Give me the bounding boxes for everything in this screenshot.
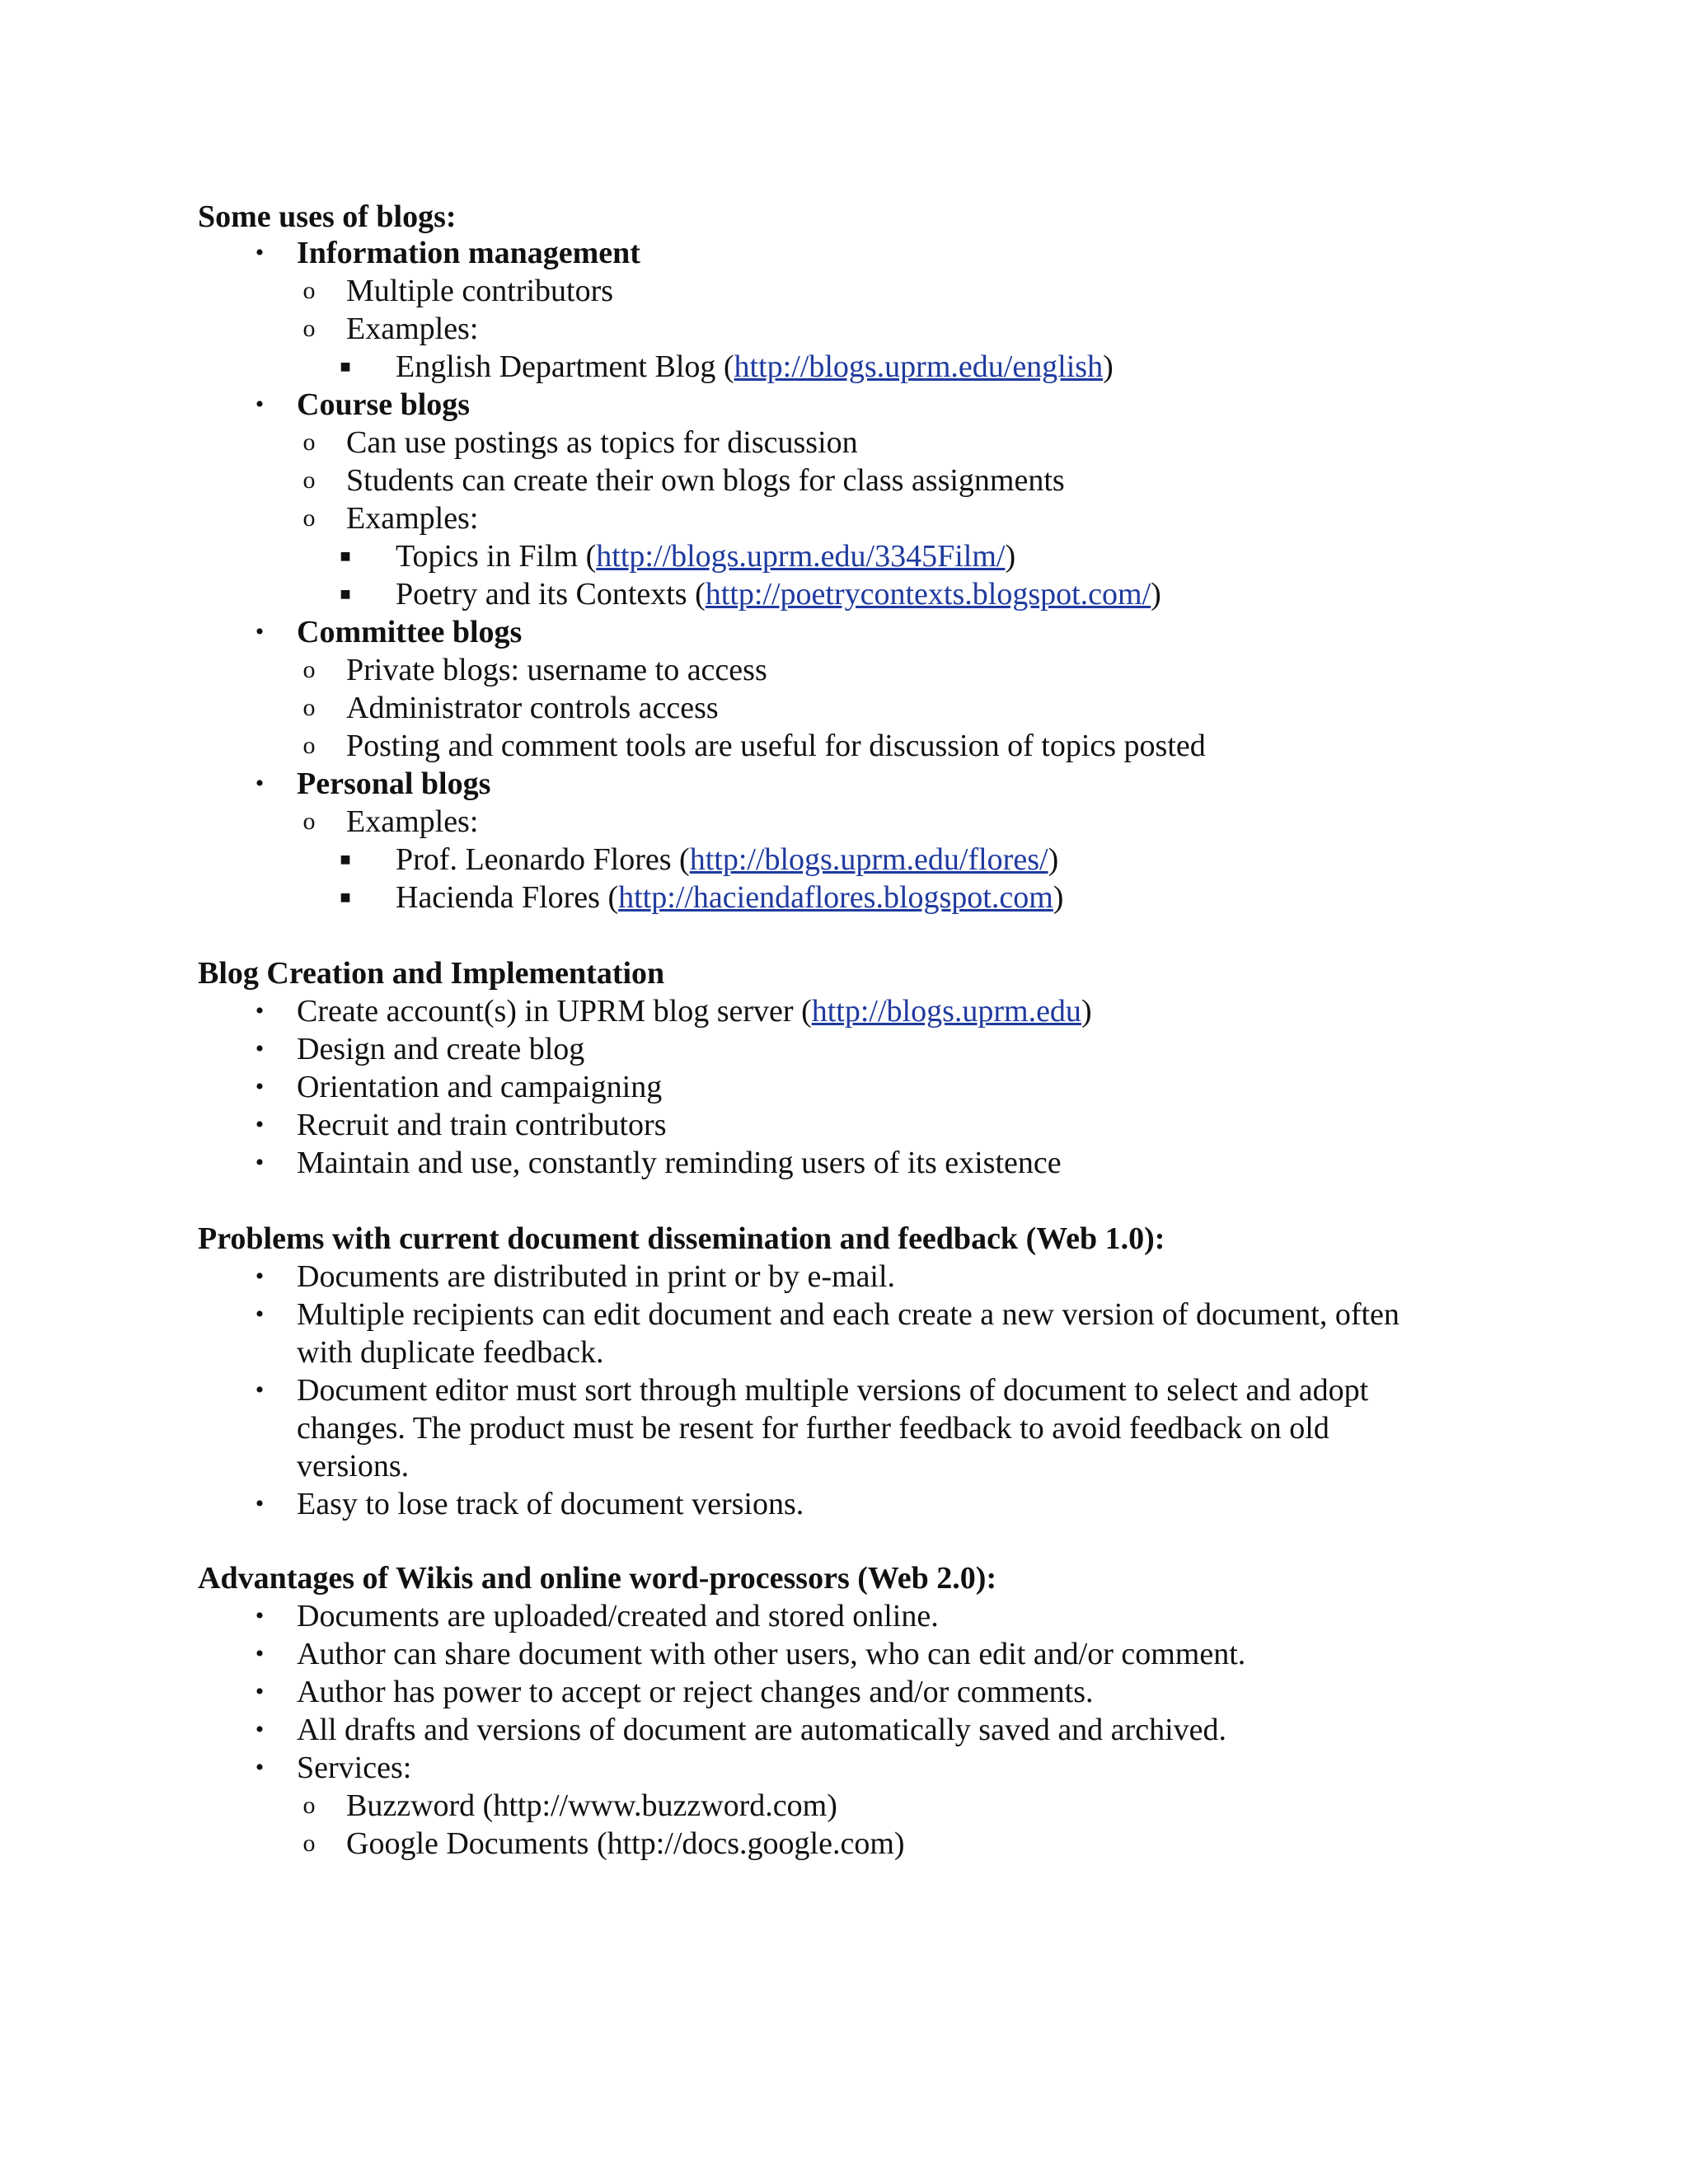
list-item-line: with duplicate feedback. bbox=[297, 1335, 604, 1370]
close-paren: ) bbox=[1048, 842, 1059, 877]
bullet-square-icon: ■ bbox=[340, 887, 351, 907]
item-information-management: Information management bbox=[297, 236, 640, 270]
subitem-text: Can use postings as topics for discussion bbox=[346, 425, 858, 460]
list-item: Author can share document with other users, who can edit and/or comment. bbox=[297, 1637, 1246, 1671]
bullet-disc-icon: • bbox=[255, 618, 265, 645]
subitem-text: Administrator controls access bbox=[346, 691, 719, 725]
bullet-disc-icon: • bbox=[255, 1754, 265, 1781]
list-item: Documents are uploaded/created and stored online. bbox=[297, 1599, 939, 1633]
bullet-disc-icon: • bbox=[255, 239, 265, 266]
link-english-blog[interactable]: http://blogs.uprm.edu/english bbox=[734, 349, 1104, 384]
list-item-line: Document editor must sort through multiple versions of document to select and adopt bbox=[297, 1373, 1369, 1408]
bullet-disc-icon: • bbox=[255, 997, 265, 1024]
bullet-disc-icon: • bbox=[255, 1678, 265, 1705]
list-item-services: Services: bbox=[297, 1750, 412, 1785]
example-label: Hacienda Flores ( bbox=[396, 880, 619, 915]
bullet-disc-icon: • bbox=[255, 1716, 265, 1743]
bullet-circle-icon: o bbox=[302, 808, 316, 835]
example-label: Poetry and its Contexts ( bbox=[396, 577, 706, 612]
list-item: Maintain and use, constantly reminding users of its existence bbox=[297, 1146, 1062, 1180]
bullet-circle-icon: o bbox=[302, 1830, 316, 1857]
heading-uses-of-blogs: Some uses of blogs: bbox=[198, 199, 457, 234]
bullet-circle-icon: o bbox=[302, 315, 316, 342]
service-google-documents: Google Documents (http://docs.google.com) bbox=[346, 1826, 905, 1861]
link-hacienda-blog[interactable]: http://haciendaflores.blogspot.com bbox=[618, 880, 1053, 915]
list-item: Orientation and campaigning bbox=[297, 1070, 663, 1104]
list-item-line: Multiple recipients can edit document and each create a new version of document, often bbox=[297, 1297, 1400, 1332]
item-course-blogs: Course blogs bbox=[297, 387, 471, 422]
close-paren: ) bbox=[1053, 880, 1064, 915]
bullet-disc-icon: • bbox=[255, 1490, 265, 1517]
subitem-text: Multiple contributors bbox=[346, 274, 614, 308]
list-item: Design and create blog bbox=[297, 1032, 585, 1066]
example-hacienda-flores bbox=[396, 879, 1063, 916]
item-create-account bbox=[297, 992, 1092, 1030]
bullet-square-icon: ■ bbox=[340, 546, 351, 566]
list-item: Easy to lose track of document versions. bbox=[297, 1487, 804, 1521]
bullet-circle-icon: o bbox=[302, 694, 316, 721]
item-label: Create account(s) in UPRM blog server ( bbox=[297, 994, 812, 1029]
heading-problems-web1: Problems with current document dissemination and feedback (Web 1.0): bbox=[198, 1221, 1165, 1256]
subitem-text: Examples: bbox=[346, 501, 479, 536]
list-item: Author has power to accept or reject changes and/or comments. bbox=[297, 1675, 1094, 1709]
example-prof-flores bbox=[396, 841, 1058, 879]
close-paren: ) bbox=[1081, 994, 1092, 1029]
subitem-text: Posting and comment tools are useful for discussion of topics posted bbox=[346, 729, 1206, 763]
close-paren: ) bbox=[1103, 349, 1114, 384]
list-item: Recruit and train contributors bbox=[297, 1108, 667, 1142]
bullet-disc-icon: • bbox=[255, 391, 265, 418]
bullet-disc-icon: • bbox=[255, 1263, 265, 1290]
bullet-disc-icon: • bbox=[255, 1149, 265, 1176]
bullet-disc-icon: • bbox=[255, 1602, 265, 1629]
example-english-department-blog bbox=[396, 348, 1114, 386]
item-personal-blogs: Personal blogs bbox=[297, 766, 491, 801]
bullet-disc-icon: • bbox=[255, 1073, 265, 1100]
heading-advantages-web2: Advantages of Wikis and online word-processors (Web 2.0): bbox=[198, 1561, 997, 1596]
heading-blog-creation: Blog Creation and Implementation bbox=[198, 956, 665, 991]
bullet-square-icon: ■ bbox=[340, 356, 351, 377]
bullet-disc-icon: • bbox=[255, 1111, 265, 1138]
subitem-text: Private blogs: username to access bbox=[346, 653, 767, 687]
bullet-circle-icon: o bbox=[302, 732, 316, 759]
bullet-circle-icon: o bbox=[302, 277, 316, 304]
example-label: Prof. Leonardo Flores ( bbox=[396, 842, 690, 877]
link-film-blog[interactable]: http://blogs.uprm.edu/3345Film/ bbox=[596, 539, 1006, 574]
bullet-circle-icon: o bbox=[302, 1792, 316, 1819]
bullet-circle-icon: o bbox=[302, 429, 316, 456]
bullet-square-icon: ■ bbox=[340, 583, 351, 604]
bullet-disc-icon: • bbox=[255, 770, 265, 797]
subitem-text: Examples: bbox=[346, 804, 479, 839]
list-item: All drafts and versions of document are automatically saved and archived. bbox=[297, 1713, 1226, 1747]
link-poetry-blog[interactable]: http://poetrycontexts.blogspot.com/ bbox=[705, 577, 1151, 612]
service-buzzword: Buzzword (http://www.buzzword.com) bbox=[346, 1788, 837, 1823]
list-item-line: versions. bbox=[297, 1449, 410, 1483]
example-topics-in-film bbox=[396, 537, 1015, 575]
close-paren: ) bbox=[1005, 539, 1016, 574]
list-item-line: changes. The product must be resent for further feedback to avoid feedback on old bbox=[297, 1411, 1329, 1446]
subitem-text: Examples: bbox=[346, 312, 479, 346]
close-paren: ) bbox=[1151, 577, 1161, 612]
bullet-disc-icon: • bbox=[255, 1376, 265, 1404]
bullet-circle-icon: o bbox=[302, 504, 316, 532]
bullet-square-icon: ■ bbox=[340, 849, 351, 869]
bullet-disc-icon: • bbox=[255, 1301, 265, 1328]
link-uprm-blog-server[interactable]: http://blogs.uprm.edu bbox=[811, 994, 1081, 1029]
list-item: Documents are distributed in print or by e-mail. bbox=[297, 1259, 896, 1294]
subitem-text: Students can create their own blogs for class assignments bbox=[346, 463, 1065, 498]
example-label: English Department Blog ( bbox=[396, 349, 734, 384]
bullet-circle-icon: o bbox=[302, 466, 316, 494]
link-flores-blog[interactable]: http://blogs.uprm.edu/flores/ bbox=[689, 842, 1048, 877]
bullet-disc-icon: • bbox=[255, 1640, 265, 1667]
item-committee-blogs: Committee blogs bbox=[297, 615, 523, 649]
example-poetry-contexts bbox=[396, 575, 1161, 613]
bullet-circle-icon: o bbox=[302, 656, 316, 683]
bullet-disc-icon: • bbox=[255, 1035, 265, 1062]
example-label: Topics in Film ( bbox=[396, 539, 597, 574]
